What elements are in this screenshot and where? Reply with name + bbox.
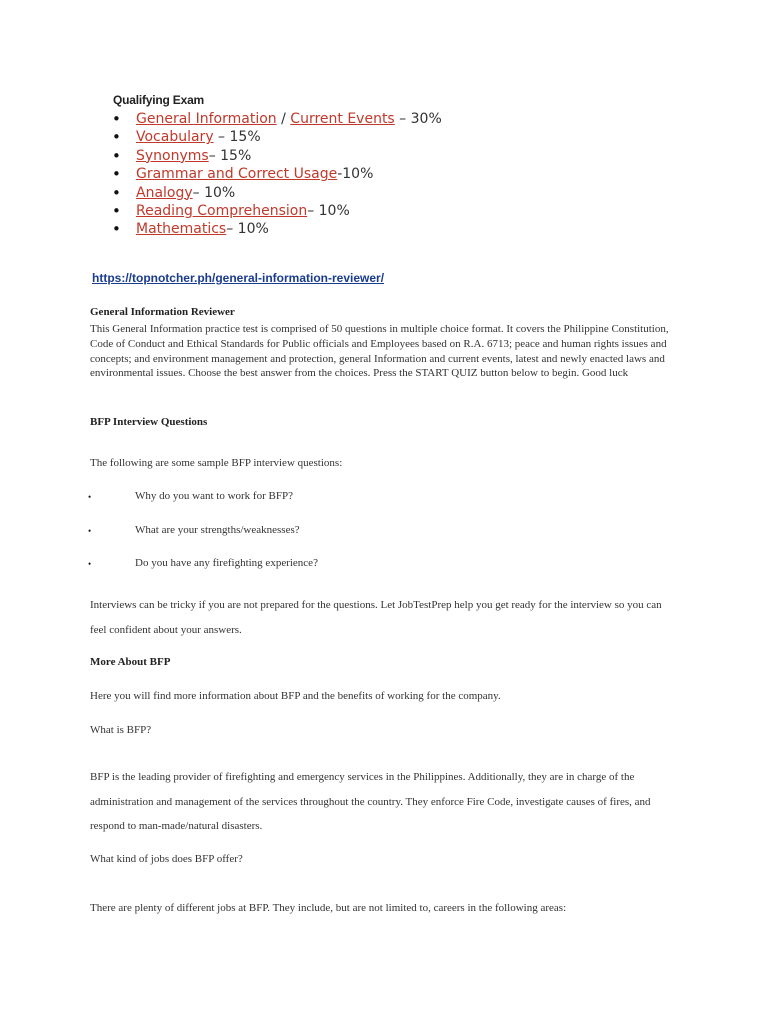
- mathematics-link[interactable]: Mathematics: [136, 221, 227, 238]
- more-about-title: More About BFP: [90, 656, 171, 668]
- percentage-text: – 10%: [307, 202, 350, 219]
- gi-reviewer-title: General Information Reviewer: [90, 306, 235, 318]
- list-item: [112, 165, 442, 183]
- qualifying-exam-heading: Qualifying Exam: [113, 93, 205, 107]
- exam-topic-list: [112, 110, 442, 239]
- current-events-link[interactable]: Current Events: [290, 111, 395, 127]
- what-is-bfp-answer: BFP is the leading provider of firefighting and emergency services in the Philippines. Additionally, they are in charge of the administration and management of the services throughout the country. They enforce Fire Code, investigate causes of fires, and respond to man-made/natural disasters.: [90, 771, 651, 832]
- list-item: [112, 147, 442, 165]
- separator-text: /: [276, 111, 291, 127]
- list-item: [112, 110, 442, 128]
- gi-reviewer-body: This General Information practice test is comprised of 50 questions in multiple choice format. It covers the Philippine Constitution, Code of Conduct and Ethical Standards for Public officials and Employees based on R.A. 6713; peace and human rights issues and concepts; and environment management and protection, general Information and current events, latest and newly enacted laws and environmental issues. Choose the best answer from the choices. Press the START QUIZ button below to begin. Good luck: [90, 323, 669, 380]
- jobs-question: What kind of jobs does BFP offer?: [90, 853, 243, 865]
- jobs-answer: There are plenty of different jobs at BFP. They include, but are not limited to, careers in the following areas:: [90, 902, 567, 914]
- interview-question-item: What are your strengths/weaknesses?: [135, 524, 300, 536]
- bfp-interview-title: BFP Interview Questions: [90, 416, 208, 428]
- percentage-text: – 15%: [208, 147, 252, 164]
- interview-closing-paragraph: Interviews can be tricky if you are not prepared for the questions. Let JobTestPrep help you get ready for the interview so you can feel confident about your answers.: [90, 599, 662, 636]
- what-is-bfp-question: What is BFP?: [90, 724, 152, 736]
- general-information-link[interactable]: General Information: [136, 111, 277, 127]
- bullet-marker: •: [88, 492, 92, 502]
- grammar-link[interactable]: Grammar and Correct Usage: [136, 166, 338, 183]
- percentage-text: – 10%: [226, 221, 269, 238]
- list-item: [112, 220, 442, 238]
- list-item: [112, 128, 442, 146]
- vocabulary-link[interactable]: Vocabulary: [136, 129, 214, 146]
- interview-question-item: Why do you want to work for BFP?: [135, 490, 293, 502]
- synonyms-link[interactable]: Synonyms: [136, 147, 209, 164]
- analogy-link[interactable]: Analogy: [136, 184, 193, 201]
- more-about-intro: Here you will find more information about BFP and the benefits of working for the company.: [90, 690, 501, 702]
- interview-question-item: Do you have any firefighting experience?: [135, 557, 318, 569]
- list-item: [112, 184, 442, 202]
- bullet-marker: •: [88, 526, 92, 536]
- percentage-text: – 10%: [192, 184, 236, 201]
- reviewer-url-link[interactable]: https://topnotcher.ph/general-information-reviewer/: [92, 271, 385, 285]
- bullet-marker: •: [88, 559, 92, 569]
- reading-comprehension-link[interactable]: Reading Comprehension: [136, 202, 308, 219]
- percentage-text: – 30%: [394, 111, 442, 127]
- list-item: [112, 202, 442, 220]
- percentage-text: – 15%: [213, 129, 261, 146]
- percentage-text: -10%: [337, 166, 374, 183]
- bfp-interview-intro: The following are some sample BFP interview questions:: [90, 457, 343, 469]
